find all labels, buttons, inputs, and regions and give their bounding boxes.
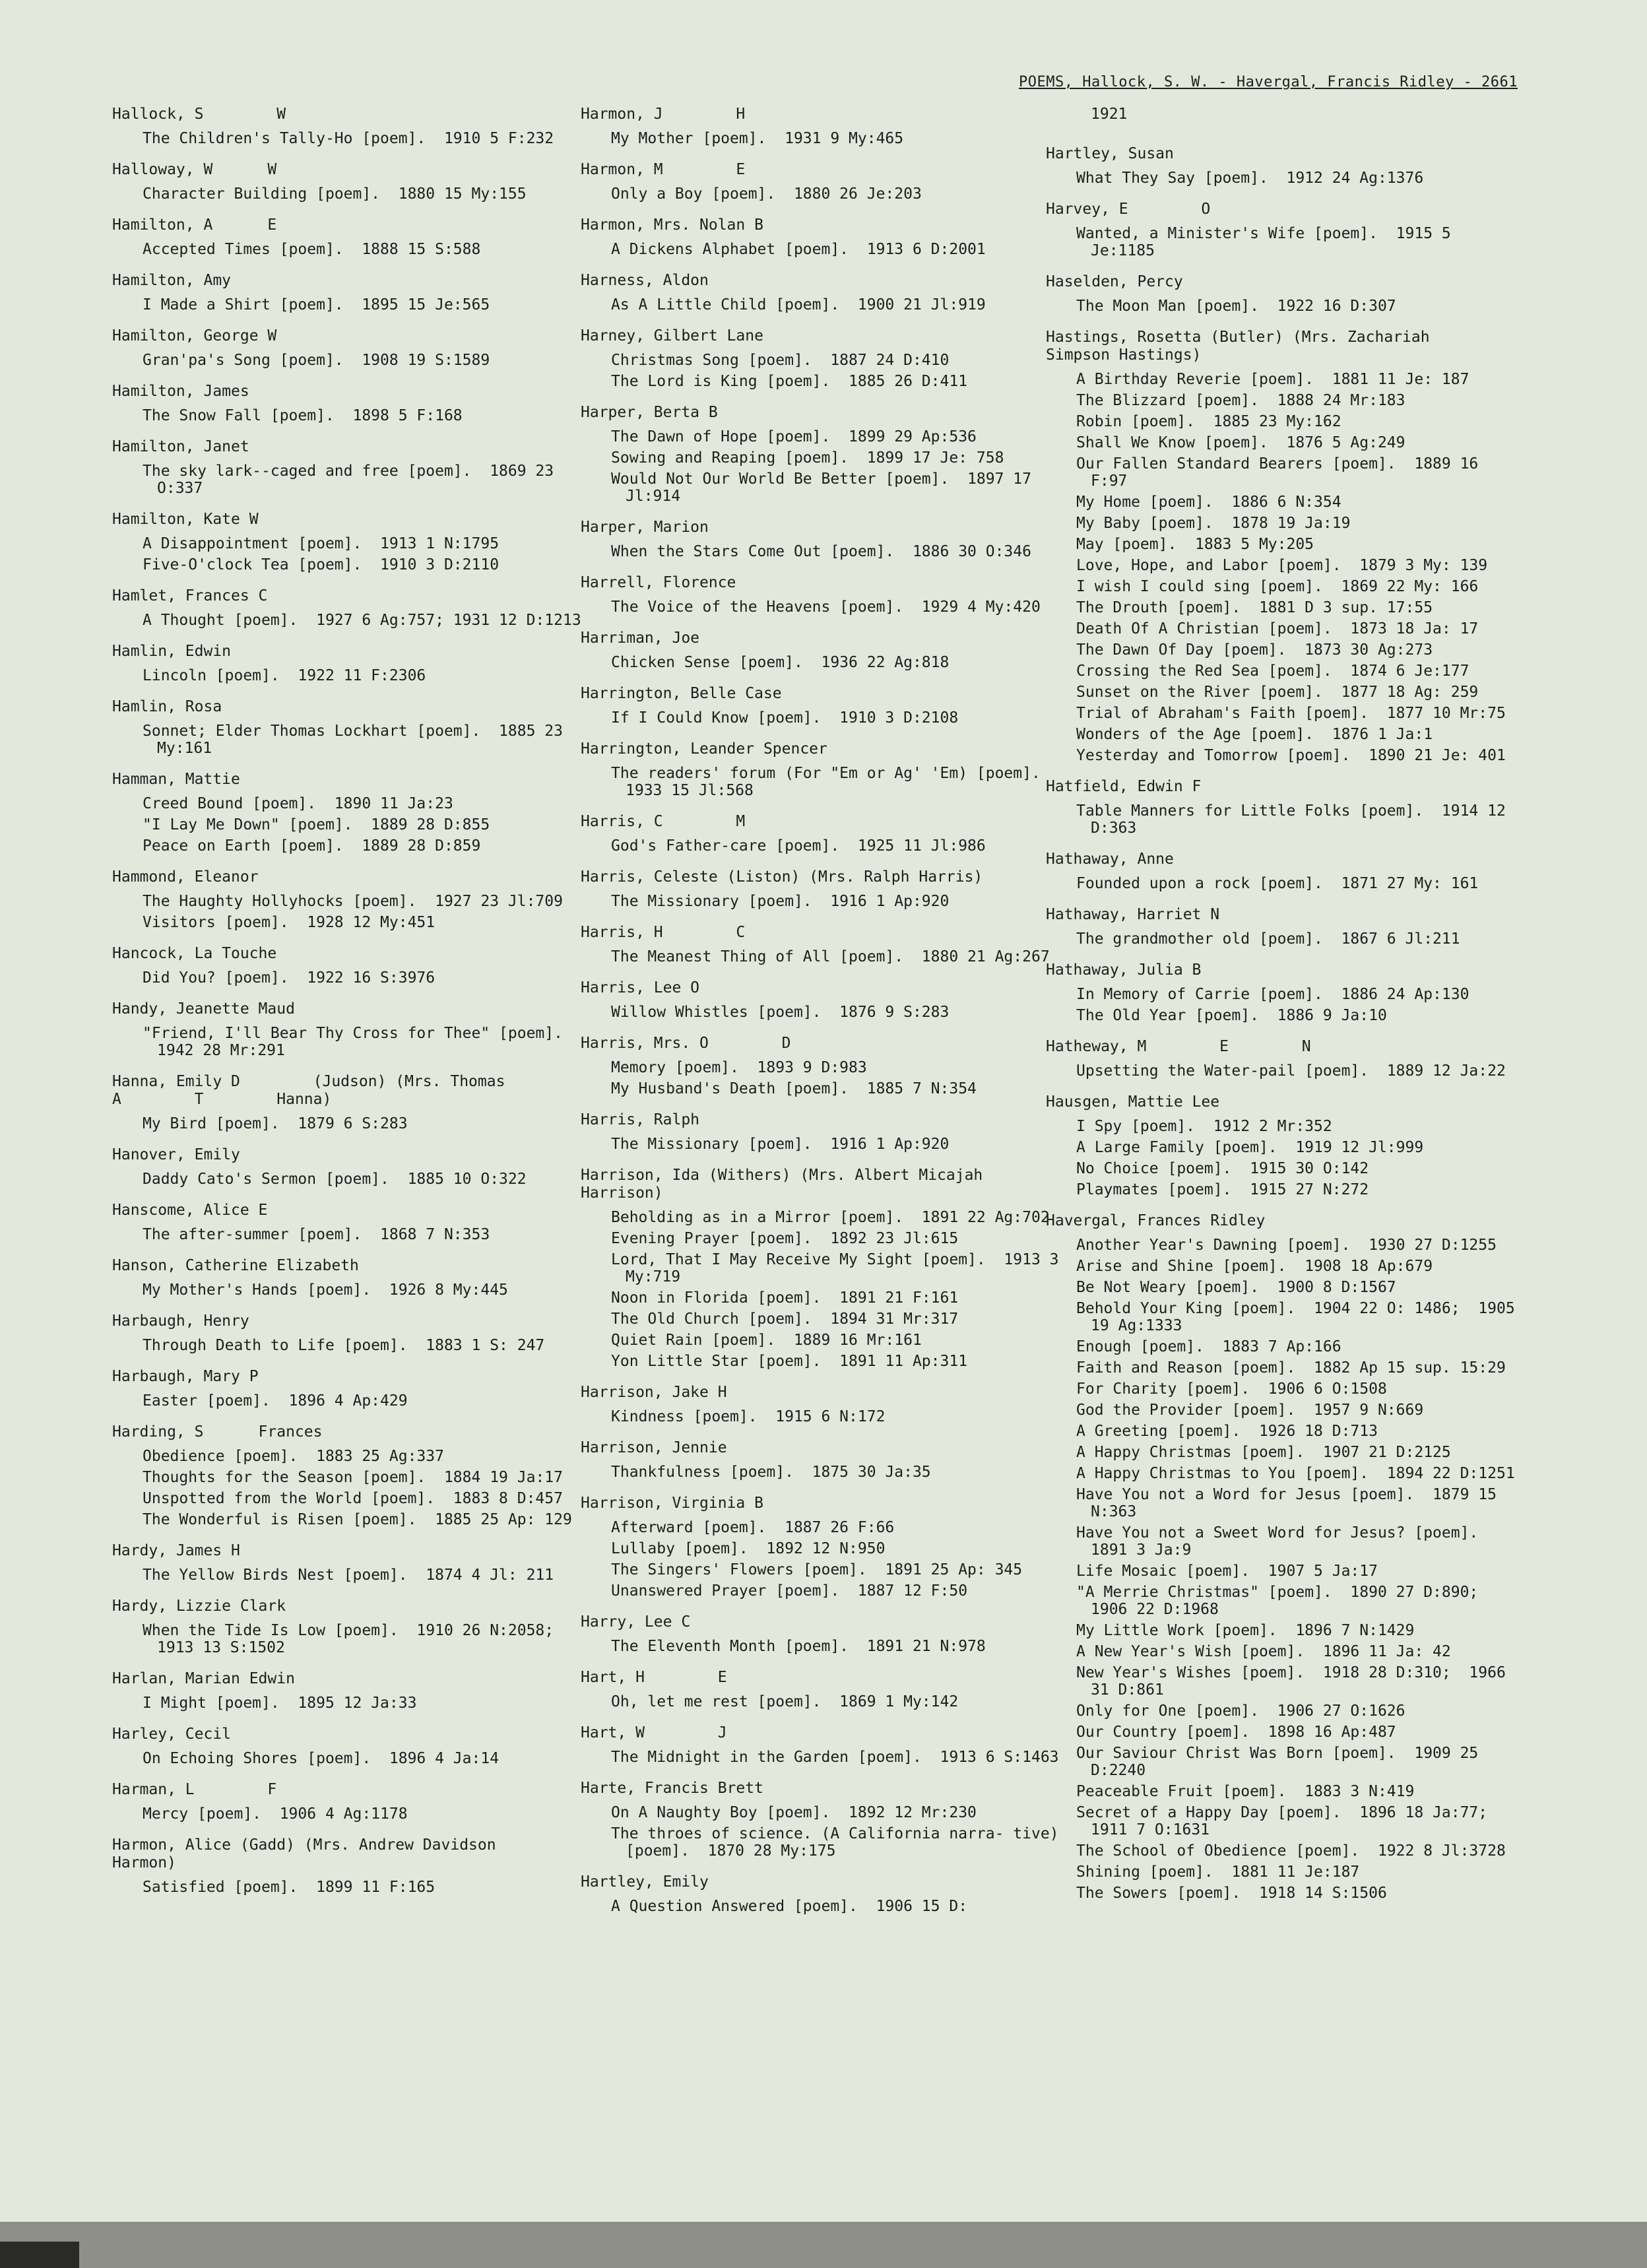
work-citation: Afterward [poem]. 1887 26 F:66 [611, 1519, 895, 1536]
index-entry [112, 1781, 594, 1823]
author-name: Hallock, S W [112, 106, 286, 123]
work-citation: As A Little Child [poem]. 1900 21 Jl:919 [611, 296, 986, 313]
work-citation: No Choice [poem]. 1915 30 O:142 [1076, 1160, 1369, 1177]
author-name: Harmon, J H [581, 106, 746, 123]
author-name: Harris, Ralph [581, 1111, 700, 1128]
index-entry [112, 945, 594, 987]
index-entry [581, 1384, 1062, 1425]
work-citation: Upsetting the Water-pail [poem]. 1889 12 Ja:22 [1076, 1062, 1506, 1080]
index-entry [581, 1439, 1062, 1481]
author-name: Hamilton, Janet [112, 438, 249, 455]
author-name: Harlan, Marian Edwin [112, 1670, 295, 1687]
index-entry [581, 1111, 1062, 1153]
author-name: Hathaway, Julia B [1046, 961, 1202, 979]
work-citation: A Disappointment [poem]. 1913 1 N:1795 [143, 535, 500, 552]
work-citation: Memory [poem]. 1893 9 D:983 [611, 1059, 867, 1076]
author-name: Harmon, Mrs. Nolan B [581, 216, 763, 234]
index-entry [581, 519, 1062, 560]
index-entry [112, 327, 594, 369]
author-name: Harry, Lee C [581, 1613, 691, 1631]
work-citation: Evening Prayer [poem]. 1892 23 Jl:615 [611, 1230, 959, 1247]
work-citation: Mercy [poem]. 1906 4 Ag:1178 [143, 1805, 408, 1823]
index-entry [1046, 145, 1521, 187]
work-citation: Peaceable Fruit [poem]. 1883 3 N:419 [1076, 1783, 1415, 1800]
work-citation: Our Fallen Standard Bearers [poem]. 1889 16 F:97 [1076, 455, 1488, 490]
author-name: Harley, Cecil [112, 1726, 232, 1743]
author-name: Harris, Celeste (Liston) (Mrs. Ralph Harris) [581, 868, 983, 886]
work-citation: The Voice of the Heavens [poem]. 1929 4 My:420 [611, 599, 1041, 616]
index-entry [581, 1780, 1068, 1860]
index-entry [1046, 1038, 1521, 1080]
index-entry [112, 383, 594, 424]
work-citation: The Lord is King [poem]. 1885 26 D:411 [611, 373, 968, 390]
work-citation: May [poem]. 1883 5 My:205 [1076, 536, 1314, 553]
work-citation: Visitors [poem]. 1928 12 My:451 [143, 914, 436, 931]
work-citation: Crossing the Red Sea [poem]. 1874 6 Je:177 [1076, 663, 1469, 680]
work-citation: Oh, let me rest [poem]. 1869 1 My:142 [611, 1693, 959, 1710]
work-citation: God's Father-care [poem]. 1925 11 Jl:986 [611, 837, 986, 855]
author-name: Harris, C M [581, 813, 746, 830]
author-name: Hastings, Rosetta (Butler) (Mrs. Zachariah Simpson Hastings) [1046, 329, 1430, 364]
work-citation: On Echoing Shores [poem]. 1896 4 Ja:14 [143, 1750, 500, 1767]
index-entry [1046, 273, 1521, 315]
work-citation: On A Naughty Boy [poem]. 1892 12 Mr:230 [611, 1804, 977, 1821]
index-entry [581, 106, 1062, 147]
author-name: Hausgen, Mattie Lee [1046, 1093, 1220, 1111]
work-citation: "Friend, I'll Bear Thy Cross for Thee" [poem]. 1942 28 Mr:291 [143, 1025, 581, 1059]
work-citation: A Greeting [poem]. 1926 18 D:713 [1076, 1423, 1378, 1440]
author-name: Hathaway, Anne [1046, 851, 1174, 868]
work-citation: Founded upon a rock [poem]. 1871 27 My: 161 [1076, 875, 1479, 892]
author-name: Harrison, Ida (Withers) (Mrs. Albert Micajah Harrison) [581, 1167, 983, 1202]
work-citation: Yesterday and Tomorrow [poem]. 1890 21 Je: 401 [1076, 747, 1506, 764]
column-2 [581, 106, 1068, 1929]
author-name: Hanover, Emily [112, 1146, 240, 1163]
index-entry [112, 698, 594, 757]
work-citation: Satisfied [poem]. 1899 11 F:165 [143, 1879, 436, 1896]
index-entry [1046, 961, 1521, 1024]
work-citation: Shining [poem]. 1881 11 Je:187 [1076, 1863, 1360, 1881]
work-citation: Life Mosaic [poem]. 1907 5 Ja:17 [1076, 1563, 1378, 1580]
work-citation: Behold Your King [poem]. 1904 22 O: 1486; 1905 19 Ag:1333 [1076, 1300, 1524, 1334]
work-citation: The Sowers [poem]. 1918 14 S:1506 [1076, 1885, 1387, 1902]
author-name: Hart, H E [581, 1669, 727, 1686]
author-name: Hammond, Eleanor [112, 868, 259, 886]
work-citation: The Drouth [poem]. 1881 D 3 sup. 17:55 [1076, 599, 1433, 616]
author-name: Harman, L F [112, 1781, 277, 1798]
work-citation: Five-O'clock Tea [poem]. 1910 3 D:2110 [143, 556, 500, 573]
work-citation: Quiet Rain [poem]. 1889 16 Mr:161 [611, 1332, 922, 1349]
index-entry [581, 1669, 1062, 1710]
author-name: Harte, Francis Brett [581, 1780, 763, 1797]
author-name: Hart, W J [581, 1724, 727, 1741]
work-citation: The Midnight in the Garden [poem]. 1913 6 S:1463 [611, 1749, 1059, 1766]
work-citation: A Birthday Reverie [poem]. 1881 11 Je: 187 [1076, 371, 1469, 388]
author-name: Harbaugh, Mary P [112, 1368, 259, 1385]
work-citation: Accepted Times [poem]. 1888 15 S:588 [143, 241, 481, 258]
index-entry [581, 685, 1062, 727]
index-entry [581, 1035, 1062, 1097]
index-entry [581, 574, 1062, 616]
index-entry [112, 1073, 594, 1132]
index-entry [112, 106, 594, 147]
author-name: Harrison, Virginia B [581, 1495, 763, 1512]
index-entry [581, 868, 1062, 910]
work-citation: Through Death to Life [poem]. 1883 1 S: 247 [143, 1337, 545, 1354]
work-citation: Wonders of the Age [poem]. 1876 1 Ja:1 [1076, 726, 1433, 743]
work-citation: "I Lay Me Down" [poem]. 1889 28 D:855 [143, 816, 490, 833]
work-citation: A Happy Christmas [poem]. 1907 21 D:2125 [1076, 1444, 1451, 1461]
author-name: Harding, S Frances [112, 1423, 323, 1441]
index-entry [1046, 1212, 1524, 1902]
author-name: Hamilton, Kate W [112, 511, 259, 528]
index-entry [112, 587, 594, 629]
author-name: Hatfield, Edwin F [1046, 778, 1202, 795]
index-entry [112, 1670, 594, 1712]
work-citation: My Mother's Hands [poem]. 1926 8 My:445 [143, 1281, 508, 1299]
author-name: Harmon, M E [581, 161, 746, 178]
work-citation: Daddy Cato's Sermon [poem]. 1885 10 O:322 [143, 1171, 527, 1188]
work-citation: The Singers' Flowers [poem]. 1891 25 Ap: 345 [611, 1561, 1023, 1578]
index-entry [112, 1146, 594, 1188]
author-name: Hatheway, M E N [1046, 1038, 1311, 1055]
work-citation: A Happy Christmas to You [poem]. 1894 22 D:1251 [1076, 1465, 1515, 1482]
author-name: Hamlin, Edwin [112, 643, 232, 660]
work-citation: Enough [poem]. 1883 7 Ap:166 [1076, 1338, 1341, 1355]
work-citation: Love, Hope, and Labor [poem]. 1879 3 My: 139 [1076, 557, 1488, 574]
column-1 [112, 106, 594, 1910]
index-entry [581, 272, 1062, 313]
work-citation: My Baby [poem]. 1878 19 Ja:19 [1076, 515, 1351, 532]
index-entry [581, 630, 1062, 671]
work-citation: Obedience [poem]. 1883 25 Ag:337 [143, 1448, 444, 1465]
work-citation: My Mother [poem]. 1931 9 My:465 [611, 130, 904, 147]
author-name: Harrell, Florence [581, 574, 736, 591]
index-entry [581, 1613, 1062, 1655]
work-citation: The readers' forum (For "Em or Ag' 'Em) [poem]. 1933 15 Jl:568 [611, 765, 1059, 799]
work-citation: A Large Family [poem]. 1919 12 Jl:999 [1076, 1139, 1424, 1156]
author-name: Halloway, W W [112, 161, 277, 178]
work-citation: Only a Boy [poem]. 1880 26 Je:203 [611, 185, 922, 203]
work-citation: The after-summer [poem]. 1868 7 N:353 [143, 1226, 490, 1243]
work-citation: The Dawn of Hope [poem]. 1899 29 Ap:536 [611, 428, 977, 445]
work-citation: Our Country [poem]. 1898 16 Ap:487 [1076, 1724, 1396, 1741]
work-citation: My Home [poem]. 1886 6 N:354 [1076, 494, 1341, 511]
index-entry [112, 1000, 594, 1059]
author-name: Hancock, La Touche [112, 945, 277, 962]
work-citation: Would Not Our World Be Better [poem]. 1897 17 Jl:914 [611, 470, 1041, 505]
work-citation: Did You? [poem]. 1922 16 S:3976 [143, 969, 436, 987]
work-citation: The Eleventh Month [poem]. 1891 21 N:978 [611, 1638, 986, 1655]
index-entry [112, 511, 594, 573]
author-name: Hathaway, Harriet N [1046, 906, 1220, 923]
work-citation: Lullaby [poem]. 1892 12 N:950 [611, 1540, 886, 1557]
work-citation: Unanswered Prayer [poem]. 1887 12 F:50 [611, 1582, 968, 1600]
author-name: Haselden, Percy [1046, 273, 1183, 290]
author-name: Hamlet, Frances C [112, 587, 268, 604]
index-entry [581, 1167, 1068, 1370]
index-entry [581, 1724, 1062, 1766]
work-citation: My Bird [poem]. 1879 6 S:283 [143, 1115, 408, 1132]
index-entry [1046, 201, 1521, 259]
work-citation: New Year's Wishes [poem]. 1918 28 D:310; 1966 31 D:861 [1076, 1664, 1515, 1699]
author-name: Hamman, Mattie [112, 771, 240, 788]
author-name: Hamlin, Rosa [112, 698, 222, 715]
work-citation: I wish I could sing [poem]. 1869 22 My: 166 [1076, 578, 1479, 595]
work-citation: Have You not a Sweet Word for Jesus? [poem]. 1891 3 Ja:9 [1076, 1524, 1497, 1559]
author-name: Harrington, Leander Spencer [581, 740, 827, 758]
work-citation: Arise and Shine [poem]. 1908 18 Ap:679 [1076, 1258, 1433, 1275]
index-entry [112, 1312, 594, 1354]
work-citation: The Blizzard [poem]. 1888 24 Mr:183 [1076, 392, 1405, 409]
work-citation: The throes of science. (A California narra- tive) [poem]. 1870 28 My:175 [611, 1825, 1068, 1860]
index-entry [112, 1726, 594, 1767]
author-name: Harbaugh, Henry [112, 1312, 249, 1330]
work-citation: In Memory of Carrie [poem]. 1886 24 Ap:130 [1076, 986, 1469, 1003]
index-entry [581, 161, 1062, 203]
index-entry [581, 1495, 1062, 1600]
work-citation: A Dickens Alphabet [poem]. 1913 6 D:2001 [611, 241, 986, 258]
work-citation: Character Building [poem]. 1880 15 My:155 [143, 185, 527, 203]
index-entry [1046, 778, 1521, 837]
index-entry [112, 1202, 594, 1243]
index-entry [581, 979, 1062, 1021]
work-citation: Gran'pa's Song [poem]. 1908 19 S:1589 [143, 352, 490, 369]
work-citation: When the Stars Come Out [poem]. 1886 30 O:346 [611, 543, 1031, 560]
work-citation: The School of Obedience [poem]. 1922 8 Jl:3728 [1076, 1842, 1506, 1860]
work-citation: Another Year's Dawning [poem]. 1930 27 D:1255 [1076, 1237, 1497, 1254]
index-entry [112, 438, 594, 497]
scan-corner-shadow [0, 2242, 79, 2268]
author-name: Hanscome, Alice E [112, 1202, 268, 1219]
index-entry [112, 1836, 594, 1896]
author-name: Harrington, Belle Case [581, 685, 782, 702]
work-citation: Thankfulness [poem]. 1875 30 Ja:35 [611, 1464, 931, 1481]
work-citation: Lincoln [poem]. 1922 11 F:2306 [143, 667, 426, 684]
author-name: Hanson, Catherine Elizabeth [112, 1257, 359, 1274]
author-name: Havergal, Frances Ridley [1046, 1212, 1266, 1229]
index-entry [1046, 906, 1521, 948]
index-entry [112, 643, 594, 684]
author-name: Hartley, Susan [1046, 145, 1174, 162]
work-citation: The Dawn Of Day [poem]. 1873 30 Ag:273 [1076, 641, 1433, 659]
work-citation: Christmas Song [poem]. 1887 24 D:410 [611, 352, 950, 369]
index-entry [112, 161, 594, 203]
work-citation: Faith and Reason [poem]. 1882 Ap 15 sup. 15:29 [1076, 1359, 1506, 1377]
work-citation: Willow Whistles [poem]. 1876 9 S:283 [611, 1004, 950, 1021]
index-entry [112, 272, 594, 313]
work-citation: Easter [poem]. 1896 4 Ap:429 [143, 1392, 408, 1409]
work-citation: The Wonderful is Risen [poem]. 1885 25 Ap: 129 [143, 1511, 572, 1528]
work-citation: When the Tide Is Low [poem]. 1910 26 N:2058; 1913 13 S:1502 [143, 1622, 572, 1656]
index-entry [1046, 1093, 1521, 1198]
work-citation: A Question Answered [poem]. 1906 15 D: [611, 1898, 968, 1915]
author-name: Hardy, James H [112, 1542, 240, 1559]
author-name: Harmon, Alice (Gadd) (Mrs. Andrew Davidson Harmon) [112, 1836, 496, 1871]
index-entry [1046, 851, 1521, 892]
author-name: Hamilton, James [112, 383, 249, 400]
work-citation: Peace on Earth [poem]. 1889 28 D:859 [143, 837, 481, 855]
work-citation: Wanted, a Minister's Wife [poem]. 1915 5 Je:1185 [1076, 225, 1460, 259]
work-citation: Chicken Sense [poem]. 1936 22 Ag:818 [611, 654, 950, 671]
author-name: Harrison, Jake H [581, 1384, 727, 1401]
column-3 [1046, 106, 1524, 1916]
work-citation: The Missionary [poem]. 1916 1 Ap:920 [611, 893, 950, 910]
index-entry [112, 771, 594, 855]
work-citation: Kindness [poem]. 1915 6 N:172 [611, 1408, 886, 1425]
work-citation: Robin [poem]. 1885 23 My:162 [1076, 413, 1341, 430]
work-citation: Sunset on the River [poem]. 1877 18 Ag: 259 [1076, 684, 1479, 701]
author-name: Hamilton, George W [112, 327, 277, 344]
work-citation: A New Year's Wish [poem]. 1896 11 Ja: 42 [1076, 1643, 1451, 1660]
author-name: Hartley, Emily [581, 1873, 709, 1891]
work-citation: If I Could Know [poem]. 1910 3 D:2108 [611, 709, 959, 727]
work-citation: Creed Bound [poem]. 1890 11 Ja:23 [143, 795, 453, 812]
author-name: Hamilton, Amy [112, 272, 232, 289]
author-name: Harney, Gilbert Lane [581, 327, 763, 344]
work-citation: The grandmother old [poem]. 1867 6 Jl:211 [1076, 930, 1460, 948]
index-entry [581, 813, 1062, 855]
work-citation: "A Merrie Christmas" [poem]. 1890 27 D:890; 1906 22 D:1968 [1076, 1584, 1497, 1618]
work-citation: My Husband's Death [poem]. 1885 7 N:354 [611, 1080, 977, 1097]
author-name: Harris, H C [581, 924, 746, 941]
work-citation: Beholding as in a Mirror [poem]. 1891 22 Ag:702 [611, 1209, 1050, 1226]
author-name: Harris, Lee O [581, 979, 700, 996]
work-citation: The Missionary [poem]. 1916 1 Ap:920 [611, 1136, 950, 1153]
work-citation: The Meanest Thing of All [poem]. 1880 21 Ag:267 [611, 948, 1050, 965]
work-citation: Sowing and Reaping [poem]. 1899 17 Je: 758 [611, 449, 1004, 467]
author-name: Harness, Aldon [581, 272, 709, 289]
work-citation: Secret of a Happy Day [poem]. 1896 18 Ja:77; 1911 7 O:1631 [1076, 1804, 1506, 1838]
index-entry [581, 216, 1062, 258]
work-citation: The Haughty Hollyhocks [poem]. 1927 23 Jl:709 [143, 893, 563, 910]
index-entry [581, 740, 1062, 799]
work-citation: The Moon Man [poem]. 1922 16 D:307 [1076, 298, 1396, 315]
work-citation: Only for One [poem]. 1906 27 O:1626 [1076, 1702, 1405, 1720]
running-header: POEMS, Hallock, S. W. - Havergal, Francis Ridley - 2661 [1019, 74, 1518, 90]
work-citation: For Charity [poem]. 1906 6 O:1508 [1076, 1380, 1387, 1398]
work-citation: What They Say [poem]. 1912 24 Ag:1376 [1076, 170, 1424, 187]
work-citation: My Little Work [poem]. 1896 7 N:1429 [1076, 1622, 1415, 1639]
author-name: Hardy, Lizzie Clark [112, 1598, 286, 1615]
work-citation: A Thought [poem]. 1927 6 Ag:757; 1931 12 D:1213 [143, 612, 581, 629]
author-name: Handy, Jeanette Maud [112, 1000, 295, 1018]
index-entry [581, 404, 1062, 505]
work-citation: I Spy [poem]. 1912 2 Mr:352 [1076, 1118, 1332, 1135]
author-name: Harvey, E O [1046, 201, 1211, 218]
index-entry [112, 868, 594, 931]
work-citation: God the Provider [poem]. 1957 9 N:669 [1076, 1402, 1424, 1419]
work-citation: The Children's Tally-Ho [poem]. 1910 5 F:232 [143, 130, 554, 147]
author-name: Hamilton, A E [112, 216, 277, 234]
continuation-text: 1921 [1091, 106, 1128, 123]
index-entry [112, 216, 594, 258]
work-citation: Lord, That I May Receive My Sight [poem]. 1913 3 My:719 [611, 1251, 1068, 1285]
work-citation: The Old Year [poem]. 1886 9 Ja:10 [1076, 1007, 1387, 1024]
work-citation: Thoughts for the Season [poem]. 1884 19 Ja:17 [143, 1469, 563, 1486]
index-entry [112, 1368, 594, 1409]
index-entry [581, 327, 1062, 390]
work-citation: Trial of Abraham's Faith [poem]. 1877 10 Mr:75 [1076, 705, 1506, 722]
work-citation: Table Manners for Little Folks [poem]. 1914 12 D:363 [1076, 802, 1515, 837]
index-entry [1046, 329, 1521, 764]
work-citation: The Snow Fall [poem]. 1898 5 F:168 [143, 407, 463, 424]
author-name: Harper, Berta B [581, 404, 718, 421]
author-name: Harper, Marion [581, 519, 709, 536]
work-citation: Be Not Weary [poem]. 1900 8 D:1567 [1076, 1279, 1396, 1296]
author-name: Harriman, Joe [581, 630, 700, 647]
scan-bottom-edge [0, 2222, 1647, 2268]
work-citation: Have You not a Word for Jesus [poem]. 1879 15 N:363 [1076, 1486, 1506, 1520]
work-citation: The Old Church [poem]. 1894 31 Mr:317 [611, 1311, 959, 1328]
work-citation: Our Saviour Christ Was Born [poem]. 1909 25 D:2240 [1076, 1745, 1488, 1779]
index-entry [112, 1542, 594, 1584]
index-entry [581, 1873, 1062, 1915]
work-citation: The sky lark--caged and free [poem]. 1869 23 O:337 [143, 463, 563, 497]
work-citation: Yon Little Star [poem]. 1891 11 Ap:311 [611, 1353, 968, 1370]
work-citation: Unspotted from the World [poem]. 1883 8 D:457 [143, 1490, 563, 1507]
work-citation: Noon in Florida [poem]. 1891 21 F:161 [611, 1289, 959, 1307]
work-citation: I Made a Shirt [poem]. 1895 15 Je:565 [143, 296, 490, 313]
work-citation: Playmates [poem]. 1915 27 N:272 [1076, 1181, 1369, 1198]
author-name: Hanna, Emily D (Judson) (Mrs. Thomas A T Hanna) [112, 1073, 505, 1108]
index-entry [581, 924, 1062, 965]
index-entry [112, 1423, 594, 1528]
work-citation: Sonnet; Elder Thomas Lockhart [poem]. 1885 23 My:161 [143, 723, 572, 757]
index-entry [112, 1598, 594, 1656]
author-name: Harrison, Jennie [581, 1439, 727, 1456]
author-name: Harris, Mrs. O D [581, 1035, 791, 1052]
work-citation: Shall We Know [poem]. 1876 5 Ag:249 [1076, 434, 1405, 451]
index-entry [112, 1257, 594, 1299]
work-citation: I Might [poem]. 1895 12 Ja:33 [143, 1695, 417, 1712]
work-citation: Death Of A Christian [poem]. 1873 18 Ja: 17 [1076, 620, 1479, 637]
work-citation: The Yellow Birds Nest [poem]. 1874 4 Jl: 211 [143, 1567, 554, 1584]
